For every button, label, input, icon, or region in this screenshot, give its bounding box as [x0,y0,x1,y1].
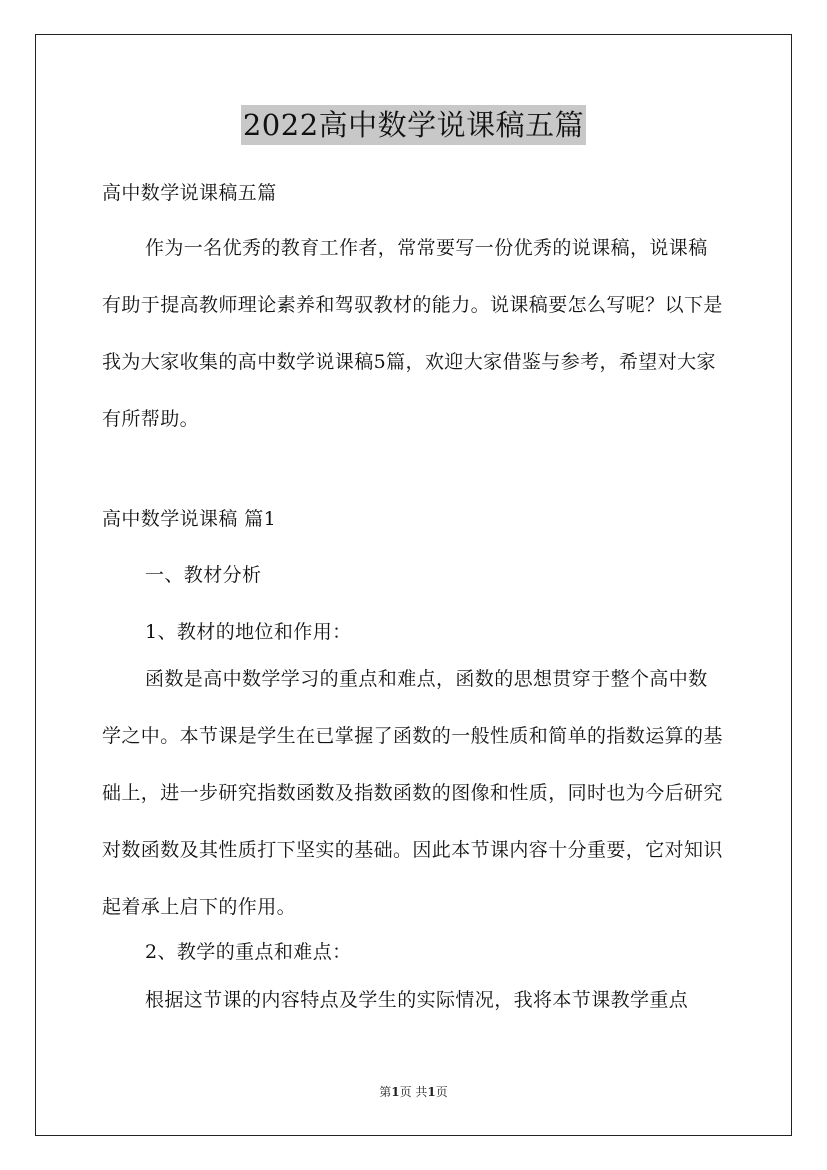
page-footer [0,1083,827,1100]
footer-page-total: 1 [427,1085,436,1099]
footer-page-number: 1 [391,1085,400,1099]
part-heading: 一、教材分析 [145,564,262,586]
item-heading-1: 1、教材的地位和作用： [145,621,352,643]
item-heading-2: 2、教学的重点和难点： [145,941,352,963]
paragraph-1: 函数是高中数学学习的重点和难点，函数的思想贯穿于整个高中数学之中。本节课是学生在已掌握了函数的一般性质和简单的指数运算的基础上，进一步研究指数函数及指数函数的图像和性质，同时也为今后研究对数函数及其性质打下坚实的基础。因此本节课内容十分重要，它对知识起着承上启下的作用。 [102,668,723,918]
footer-prefix: 第 [379,1085,392,1099]
footer-mid: 页 共 [399,1085,428,1099]
intro-paragraph: 作为一名优秀的教育工作者，常常要写一份优秀的说课稿，说课稿有助于提高教师理论素养和驾驭教材的能力。说课稿要怎么写呢？以下是我为大家收集的高中数学说课稿5篇，欢迎大家借鉴与参考，希望对大家有所帮助。 [102,237,723,430]
document-title [0,104,827,145]
section-heading: 高中数学说课稿 篇1 [102,508,277,530]
footer-suffix: 页 [435,1085,448,1099]
document-title-text: 2022高中数学说课稿五篇 [241,105,586,145]
document-subtitle: 高中数学说课稿五篇 [102,182,277,204]
paragraph-2: 根据这节课的内容特点及学生的实际情况，我将本节课教学重点 [145,989,689,1011]
